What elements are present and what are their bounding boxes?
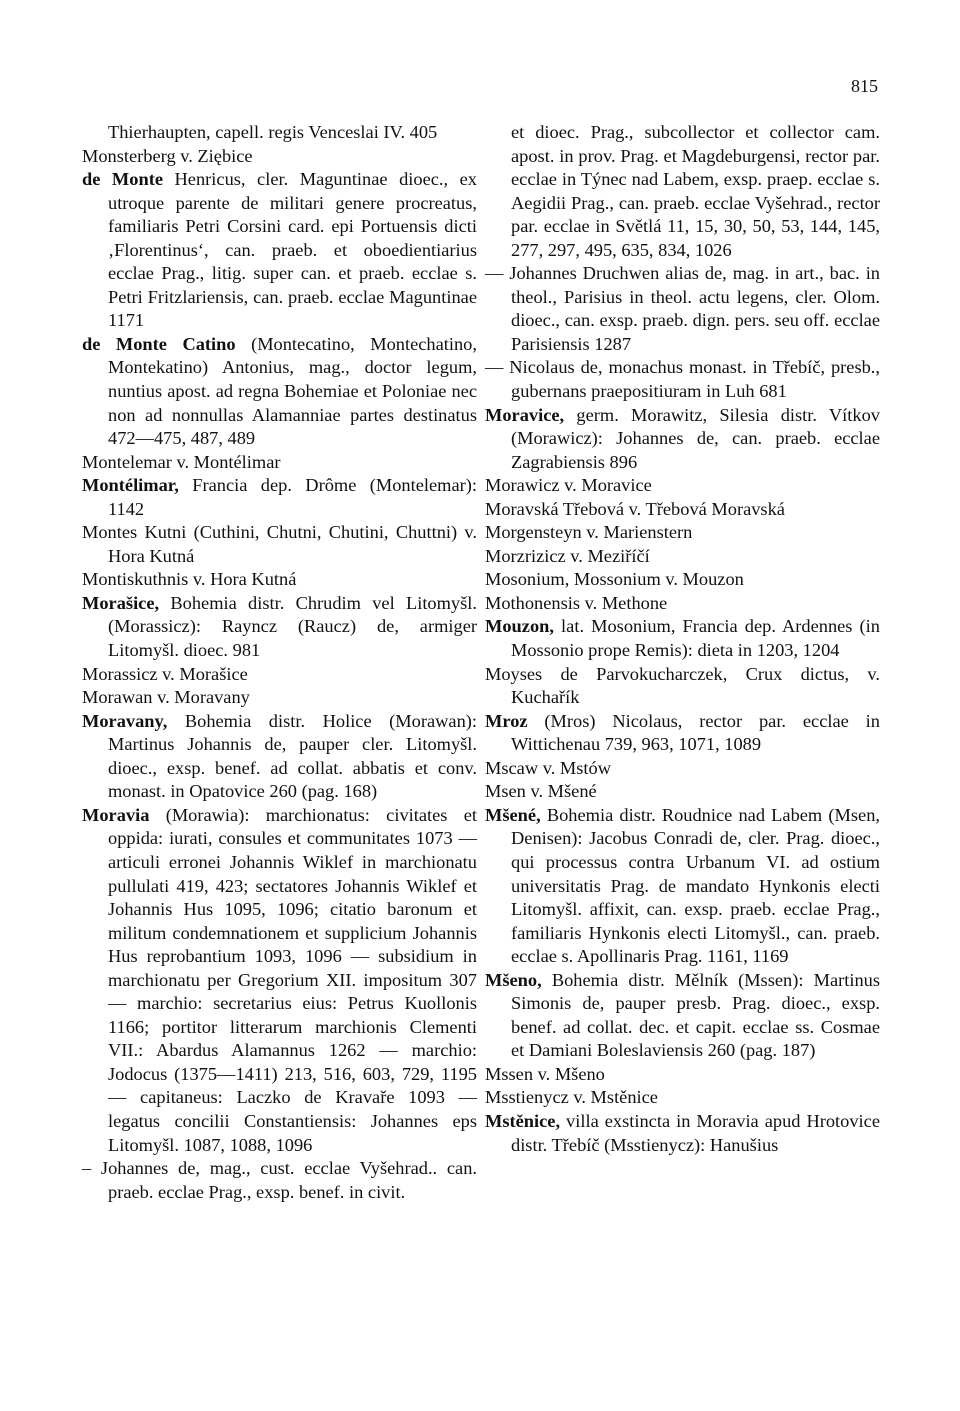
index-entry bbox=[485, 1063, 880, 1087]
index-entry bbox=[82, 663, 477, 687]
index-entry bbox=[82, 333, 477, 451]
entry-text: Morassicz v. Morašice bbox=[82, 663, 248, 684]
entry-headword: de Monte bbox=[82, 169, 163, 190]
entry-text: – Johannes de, mag., cust. ecclae Vyšehrad.. can. praeb. ecclae Prag., exsp. benef. in civit. bbox=[82, 1158, 477, 1202]
entry-headword: Mšené, bbox=[485, 804, 541, 825]
entry-text: Bohemia distr. Roudnice nad Labem (Msen, Denisen): Jacobus Conradi de, cler. Prag. dioec., qui processus contra Urbanum VI. ad ostium universitatis Prag. de mandato Hynkonis electi Litomyšl. affixit, can. exsp. praeb. ecclae Prag., familiaris Hynkonis electi Litomyšl., can. praeb. ecclae s. Apollinaris Prag. 1161, 1169 bbox=[511, 804, 880, 967]
entry-text: Morzrizicz v. Meziříčí bbox=[485, 545, 650, 566]
index-entry bbox=[82, 568, 477, 592]
entry-text: et dioec. Prag., subcollector et collector cam. apost. in prov. Prag. et Magdeburgensi, rector par. ecclae in Týnec nad Labem, exsp. praep. ecclae s. Aegidii Prag., can. praeb. ecclae Vyšehrad., rector par. ecclae in Světlá 11, 15, 30, 50, 53, 144, 145, 277, 297, 495, 635, 834, 1026 bbox=[511, 122, 880, 260]
entry-text: Henricus, cler. Maguntinae dioec., ex utroque parente de militari genere procreatus, familiaris Petri Corsini card. epi Portuensis dicti ‚Florentinus‘, can. praeb. et oboedientiarius ecclae Prag., litig. super can. et praeb. ecclae s. Petri Fritzlariensis, can. praeb. ecclae Maguntinae 1171 bbox=[108, 169, 477, 331]
entry-text: Bohemia distr. Mělník (Mssen): Martinus Simonis de, pauper presb. Prag. dioec., exsp. benef. ad collat. dec. et capit. ecclae ss. Cosmae et Damiani Boleslaviensis 260 (pag. 187) bbox=[511, 969, 880, 1061]
entry-text: (Mros) Nicolaus, rector par. ecclae in Wittichenau 739, 963, 1071, 1089 bbox=[511, 710, 880, 755]
entry-text: Mosonium, Mossonium v. Mouzon bbox=[485, 569, 744, 590]
entry-text: Morawan v. Moravany bbox=[82, 687, 250, 708]
index-entry bbox=[485, 545, 880, 569]
entry-text: — Johannes Druchwen alias de, mag. in art., bac. in theol., Parisius in theol. actu legens, cler. Olom. dioec., can. exsp. praeb. dign. pers. seu off. ecclae Parisiensis 1287 bbox=[485, 263, 880, 354]
entry-text: Morgensteyn v. Marienstern bbox=[485, 522, 693, 543]
entry-text: Bohemia distr. Chrudim vel Litomyšl. (Morassicz): Rayncz (Raucz) de, armiger Litomyšl. dioec. 981 bbox=[108, 592, 477, 661]
index-entry bbox=[82, 1157, 477, 1204]
index-entry bbox=[485, 663, 880, 710]
index-entry bbox=[485, 780, 880, 804]
index-entry bbox=[485, 1110, 880, 1157]
index-entry bbox=[485, 474, 880, 498]
entry-headword: Mouzon, bbox=[485, 616, 554, 637]
index-entry bbox=[82, 804, 477, 1157]
index-entry bbox=[485, 969, 880, 1063]
index-entry bbox=[485, 710, 880, 757]
entry-headword: Moravany, bbox=[82, 710, 168, 731]
entry-text: Montes Kutni (Cuthini, Chutni, Chutini, Chuttni) v. Hora Kutná bbox=[82, 522, 477, 566]
entry-headword: Mšeno, bbox=[485, 969, 542, 990]
index-entry bbox=[485, 1086, 880, 1110]
index-entry bbox=[82, 710, 477, 804]
entry-headword: Mroz bbox=[485, 710, 528, 731]
index-entry bbox=[82, 121, 477, 145]
entry-text: Morawicz v. Moravice bbox=[485, 475, 652, 496]
entry-text: Mssen v. Mšeno bbox=[485, 1063, 605, 1084]
index-entry bbox=[485, 568, 880, 592]
index-entry bbox=[485, 121, 880, 262]
index-entry bbox=[485, 498, 880, 522]
entry-headword: Morašice, bbox=[82, 592, 160, 613]
entry-headword: Moravice, bbox=[485, 404, 565, 425]
index-entry bbox=[485, 404, 880, 475]
entry-text: Montiskuthnis v. Hora Kutná bbox=[82, 569, 297, 590]
entry-headword: Montélimar, bbox=[82, 475, 179, 496]
index-entry bbox=[485, 592, 880, 616]
index-entry bbox=[82, 168, 477, 333]
entry-text: Francia dep. Drôme (Montelemar): 1142 bbox=[108, 475, 477, 519]
entry-text: Thierhaupten, capell. regis Venceslai IV. 405 bbox=[108, 122, 438, 142]
entry-text: Moravská Třebová v. Třebová Moravská bbox=[485, 498, 785, 519]
index-entry bbox=[485, 757, 880, 781]
entry-text: germ. Morawitz, Silesia distr. Vítkov (Morawicz): Johannes de, can. praeb. ecclae Zagrabiensis 896 bbox=[511, 404, 880, 472]
entry-text: Montelemar v. Montélimar bbox=[82, 451, 281, 472]
entry-text: Msstienycz v. Mstěnice bbox=[485, 1087, 658, 1108]
page-number: 815 bbox=[851, 76, 878, 96]
index-entry bbox=[82, 474, 477, 521]
index-entry bbox=[485, 356, 880, 403]
entry-text: Mscaw v. Mstów bbox=[485, 757, 612, 778]
entry-headword: Moravia bbox=[82, 804, 150, 825]
left-column bbox=[82, 121, 477, 1204]
entry-text: Msen v. Mšené bbox=[485, 781, 597, 802]
index-entry bbox=[485, 615, 880, 662]
right-column bbox=[485, 121, 880, 1157]
index-entry bbox=[82, 521, 477, 568]
entry-text: lat. Mosonium, Francia dep. Ardennes (in Mossonio prope Remis): dieta in 1203, 1204 bbox=[511, 616, 880, 661]
entry-text: (Montecatino, Montechatino, Montekatino) Antonius, mag., doctor legum, nuntius apost. ad regna Bohemiae et Poloniae nec non ad nonnullas Alamanniae partes destinatus 472—475, 487, 489 bbox=[108, 333, 477, 449]
entry-headword: Mstěnice, bbox=[485, 1110, 561, 1131]
entry-text: Mothonensis v. Methone bbox=[485, 592, 668, 613]
entry-text: villa exstincta in Moravia apud Hrotovice distr. Třebíč (Msstienycz): Hanušius bbox=[511, 1110, 880, 1155]
index-entry bbox=[82, 451, 477, 475]
index-entry bbox=[485, 262, 880, 356]
index-entry bbox=[485, 521, 880, 545]
entry-headword: de Monte Catino bbox=[82, 333, 236, 354]
entry-text: Moyses de Parvokucharczek, Crux dictus, v. Kuchařík bbox=[485, 663, 880, 708]
entry-text: (Morawia): marchionatus: civitates et oppida: iurati, consules et communitates 1073 — articuli erronei Johannis Wiklef in marchionatu pullulati 419, 423; sectatores Johannis Wiklef et Johannis Hus 1095, 1096; citatio baronum et militum condemnationem et supplicium Johannis Hus reprobantium 1093, 1096 — subsidium in marchionatu per Gregorium XII. impositum 307 — marchio: secretarius eius: Petrus Kuollonis 1166; portitor litterarum marchionis Clementi VII.: Abardus Alamannus 1262 — marchio: Jodocus (1375—1411) 213, 516, 603, 729, 1195 — capitaneus: Laczko de Kravaře 1093 — legatus concilii Constantiensis: Johannes eps Litomyšl. 1087, 1088, 1096 bbox=[108, 804, 477, 1155]
index-entry bbox=[485, 804, 880, 969]
entry-text: Bohemia distr. Holice (Morawan): Martinus Johannis de, pauper cler. Litomyšl. dioec., exsp. benef. ad collat. abbatis et conv. monast. in Opatovice 260 (pag. 168) bbox=[108, 710, 477, 802]
entry-text: — Nicolaus de, monachus monast. in Třebíč, presb., gubernans praepositiuram in Luh 681 bbox=[485, 357, 880, 402]
index-entry bbox=[82, 592, 477, 663]
entry-text: Monsterberg v. Ziębice bbox=[82, 145, 253, 166]
index-entry bbox=[82, 145, 477, 169]
index-entry bbox=[82, 686, 477, 710]
